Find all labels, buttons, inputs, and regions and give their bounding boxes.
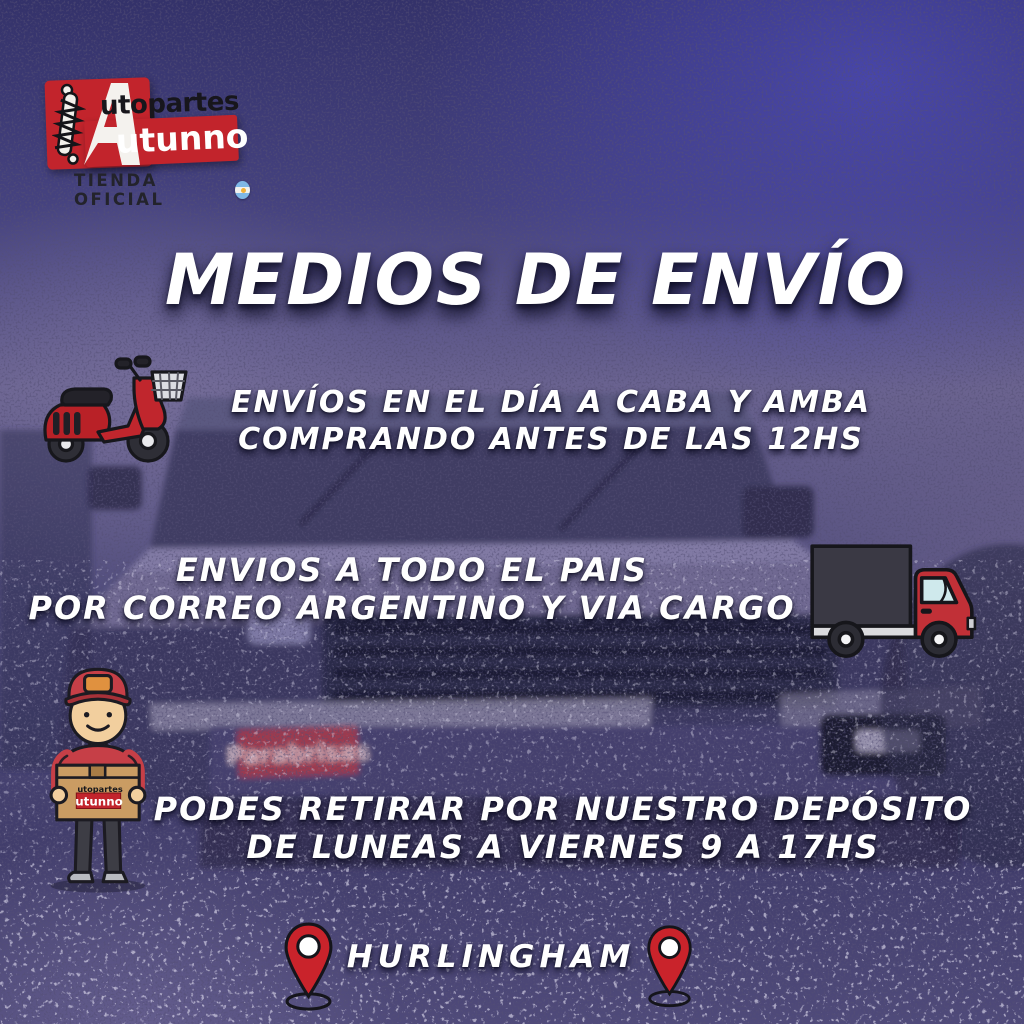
nationwide-shipping-text: [28, 551, 795, 627]
delivery-person-icon: [32, 658, 166, 895]
nationwide-line-1: ENVIOS A TODO EL PAIS: [175, 551, 649, 589]
official-store-text: TIENDA OFICIAL: [74, 171, 165, 209]
shock-absorber-icon: [52, 83, 86, 165]
pickup-line-2: DE LUNEAS A VIERNES 9 A 17HS: [246, 828, 880, 866]
location-pin-icon: [644, 924, 695, 1011]
sameday-shipping-text: [231, 384, 871, 458]
sameday-line-2: COMPRANDO ANTES DE LAS 12HS: [238, 422, 864, 457]
pickup-depot-text: [154, 790, 973, 866]
location-label: HURLINGHAM: [346, 939, 636, 975]
logo-text-autunno: utunno: [115, 116, 250, 161]
sameday-line-1: ENVÍOS EN EL DÍA A CABA Y AMBA: [230, 385, 872, 420]
box-logo-text-top: utopartes: [77, 783, 123, 794]
page-title: MEDIOS DE ENVÍO: [164, 238, 908, 321]
flag-sun: [241, 188, 246, 193]
scooter-icon: [40, 352, 190, 467]
brand-logo: [40, 74, 250, 209]
delivery-truck-icon: [806, 538, 978, 663]
location-pin-icon: [281, 921, 336, 1015]
pickup-line-1: PODES RETIRAR POR NUESTRO DEPÓSITO: [153, 790, 973, 828]
official-store-label: [74, 171, 250, 209]
box-logo-text-bottom: utunno: [75, 794, 123, 809]
argentina-flag-icon: [235, 181, 250, 199]
nationwide-line-2: POR CORREO ARGENTINO Y VIA CARGO: [28, 589, 796, 627]
logo-text-autopartes: utopartes: [99, 86, 240, 122]
